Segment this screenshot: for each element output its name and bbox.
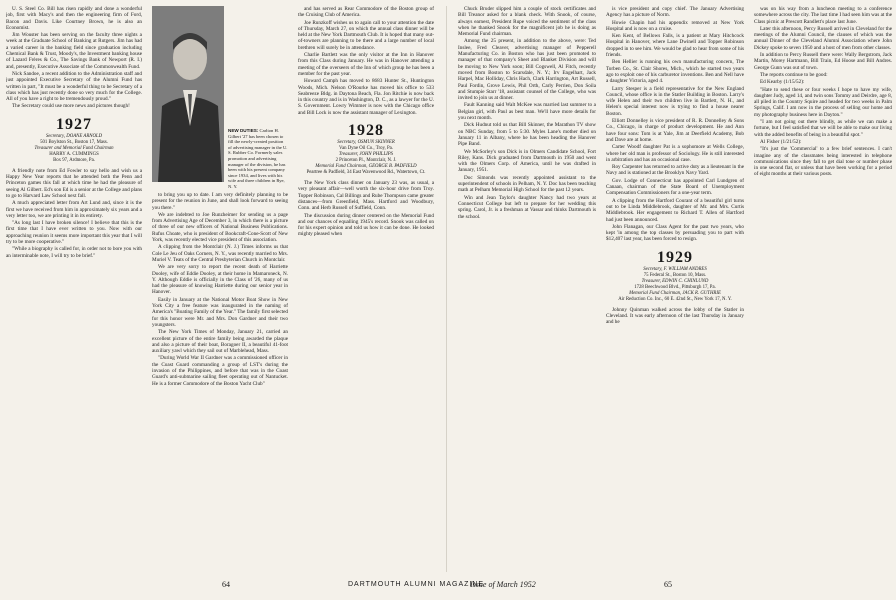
caption-text: Carlton H. Gilbert '27 has been chosen to fill the newly-created position of advertising manager in the U. S. Rubber Co. Formerly sales promotion and advertising manager of the division, he has been with his present company since 1934, and lives with his wife and three children in Rye, N. Y. bbox=[228, 128, 288, 189]
portrait-illustration bbox=[152, 6, 224, 182]
treasurer-title: Treasurer, JOHN PHILLIPS bbox=[338, 152, 394, 158]
secretary-address: Van Dyne Oil Co., Troy, Pa. bbox=[339, 146, 393, 152]
column-1 bbox=[6, 6, 142, 572]
paragraph: Charlie Bartlett was the only visitor at the Inn in Hanover from this Class during January. He was in Hanover attending a meeting of the overseers of the Inn of which group he has been a member for the past year. bbox=[298, 52, 434, 77]
paragraph: In addition to Percy Russell there were: Wally Bergstrom, Jack Martin, Morey Hartmann, Bill Train, Ed Hoose and Bill Andres. George Gunn was out of town. bbox=[754, 52, 892, 71]
paragraph: Howard Camph has moved to 8683 Hunter St., Huntington Woods, Mich. Nelson O'Rourke has moved his office to 533 Seabreeze Bldg. in Daytona Beach, Fla. Jon Ritchie is now back in this country and is in Washington, D. C., as a lawyer for the U. S. Government. Lowry Wimmer is now with the Chicago office and Bill Lock is now the assistant manager of Lexington. bbox=[298, 78, 434, 116]
paragraph: U. S. Steel Co. Bill has risen rapidly and done a wonderful job, first with Macy's and then the engineering firm of Ford, Bacon and Davis. Like Courtney Brown, he is also an Economist. bbox=[6, 6, 142, 31]
paragraph: Among the 25 present, in addition to the above, were: Ted Inslee, Fred Cleaver, advertising manager of Pepperell Manufacturing Co. in Boston who has just been promoted to manager of that company's Sheet and Blanket Division and will be moving to New York soon; Bill Cogswell, Al Fitch, recently moved from Boston to Scarsdale, N. Y.; Irv Engelhart, Jack Harpel, Mac Holliday, Chris Hach, Clark Harrington, Art Russell, Paul Fordin, Grove Lewis, Phil Orth, Carly Perrien, Don Soila and Stumpie Starr '18, assistant counsel of the College, who was invited to join us at dinner. bbox=[458, 38, 596, 102]
paragraph: Ben Hellier is running his own manufacturing concern, The Torben Co., St. Clair Shores, Mich., which he started two years ago to exploit one of his carburetor inventions. Ben and Nell have a daughter Victoria, aged 4. bbox=[606, 59, 744, 85]
fund-address: Air Reduction Co. Inc., 60 E. 42nd St., New York 17, N. Y. bbox=[618, 296, 732, 302]
photo-block bbox=[152, 6, 288, 188]
paragraph: The New York Times of Monday, January 21, carried an excellent picture of the entire family being awarded the plaque and also a picture of their boat, Boragoer II, a beautiful 41-foot auxiliary yawl which they sail out of Marblehead, Mass. bbox=[152, 329, 288, 355]
column-2 bbox=[152, 192, 288, 572]
issue-label: Issue of March 1952 bbox=[470, 580, 536, 589]
column-4 bbox=[458, 6, 596, 572]
secretary-title: Secretary, F. WILLIAM ANDRES bbox=[643, 266, 707, 272]
paragraph: Win and Jean Taylor's daughter Nancy had two years at Connecticut College but left to prepare for her wedding this spring. Carol, Jr. is a freshman at Vassar and thinks Dartmouth is the school. bbox=[458, 194, 596, 220]
paragraph: Roy Carpenter has returned to active duty as a lieutenant in the Navy and is stationed at the Brooklyn Navy Yard. bbox=[606, 164, 744, 177]
paragraph: Gov. Lodge of Connecticut has appointed Carl Lundgren of Canaan, chairman of the State Board of Unemployment Compensation Commissioners for a one-year term. bbox=[606, 177, 744, 197]
paragraph: Easily in January at the National Motor Boat Show in New York City a free feature was inaugurated in the naming of America's "Boating Family of the Year." The family first selected for this honor were Mr. and Mrs. Don Gardner and their two youngsters. bbox=[152, 296, 288, 328]
fund-chairman: Memorial Fund Chairman, GEORGE B. PADFIELD bbox=[315, 164, 417, 170]
caption-lead: NEW DUTIES: bbox=[228, 128, 259, 133]
paragraph: was on his way from a luncheon meeting to a conference somewhere across the city. The last time I had seen him was at the Class picnic at Prescott Randlett's place last June. bbox=[754, 6, 892, 25]
class-1928-header bbox=[298, 122, 434, 176]
fund-address: Peartree & Padfield, 34 East Wavenwood Rd., Watertown, Ct. bbox=[306, 170, 426, 176]
class-year: 1928 bbox=[348, 122, 384, 140]
column-5 bbox=[606, 6, 744, 572]
left-page-number: 64 bbox=[222, 580, 230, 589]
paragraph: Fault Kanning said Walt McKee was married last summer to a Belgian girl, with Paul as best man. We'll have more details for you next month. bbox=[458, 102, 596, 122]
paragraph: We are indebted to Joe Runzheimer for sending us a page from Advertising Age of December 3, in which there is a picture of three of our new officers of National Business Publications. Rufus Choate, who is president of Bookcraft-Cone-Scott of New York, was recently elected vice president of this association. bbox=[152, 211, 288, 244]
class-1927-header bbox=[6, 116, 142, 164]
paragraph: and has served as Rear Commodore of the Boston group of the Cruising Club of America. bbox=[298, 6, 434, 19]
paragraph: "It's just the 'Commercial' to a few brief sentences. I can't imagine any of the classmates being interested in telephone communications since they fall to get dial tone or number phase in one second flat, or unless that have been working for a period of eight months at their various posts. bbox=[754, 146, 892, 178]
treasurer-title: Treasurer and Memorial Fund Chairman bbox=[34, 145, 114, 151]
class-1929-header bbox=[606, 249, 744, 303]
paragraph: Jim Wouster has been serving on the faculty three nights a week at the Graduate School of Banking at Rutgers. Jim has had a varied career in the banking field since graduation including Chemical Bank & Trust, Moody's, the Investment banking house of Lazard Frères & Co., The Savings Bank of Newport (R. I.) and, presently, Executive Associate of the Commonwealth Fund. bbox=[6, 32, 142, 70]
treasurer-address: 2 Princeton Pl., Montclair, N. J. bbox=[335, 158, 397, 164]
photo-caption bbox=[228, 128, 288, 190]
paragraph: Dick Hudnut told us that Bill Skinner, the Marathon TV show on NBC Sunday, from 5 to 5:30. Myles Lane's mother died on January 11 in Albany, where he has been heading the Hanover Pipe Band. bbox=[458, 122, 596, 148]
treasurer-title: Treasurer, EDWIN C. CHINLUND bbox=[641, 278, 709, 284]
page-gutter bbox=[446, 6, 447, 572]
paragraph: "While a biography is called for, in order not to bore you with an interminable note, I will try to be brief." bbox=[6, 246, 142, 259]
paragraph: Howie Chapin had his appendix removed at New York Hospital and is now on a cruise. bbox=[606, 19, 744, 32]
paragraph: Al Fisher (1/21/52): bbox=[760, 138, 802, 145]
paragraph: to bring you up to date. I am very definitely planning to be present for the reunion in June, and shall look forward to seeing you there." bbox=[152, 192, 288, 211]
portrait-photo bbox=[152, 6, 224, 182]
paragraph: A much appreciated letter from Art Lund and, since it is the first we have received from him in approximately six years and a very letter too, we are printing it in its entirety. bbox=[6, 200, 142, 219]
column-3 bbox=[298, 6, 434, 572]
paragraph: The reports continue to be good: bbox=[760, 71, 828, 78]
paragraph: Later this afternoon, Percy Russell arrived in Cleveland for the meetings of the Alumni Council, the clauses of which was the annual Dinner of the Cleveland Alumni Association where John Dickey spoke to seven 1950 and a host of men from other classes. bbox=[754, 25, 892, 51]
paragraph: is vice president and copy chief. The January Advertising Agency has a picture of Norm. bbox=[606, 6, 744, 19]
treasurer-address: Box 97, Ardmore, Pa. bbox=[53, 157, 95, 163]
paragraph: Doc Simonds was recently appointed assistant to the superintendent of schools in Pelham, N. Y. Doc has been teaching math at Pelham Memorial High School for the past 12 years. bbox=[458, 174, 596, 194]
paragraph: A clipping from the Hartford Courant of a beautiful girl turns out to be Linda Middlebrook, daughter of Mr. and Mrs. Curtis Middlebrook. Her engagement to Richard T. Allen of Hartford had just been announced. bbox=[606, 197, 744, 223]
paragraph: "I am not going out there blindly, as while we can make a fortune, but I feel satisfied that we will be able to make our living with the added benefits of being in a beautiful spot." bbox=[754, 119, 892, 138]
class-year: 1929 bbox=[657, 248, 693, 266]
paragraph: "During World War II Gardner was a commissioned officer in the Coast Guard commanding a group of LST's during the invasion of the Philippines, and before that was in the Coast Guard's anti-submarine sailing fleet operating out of Nantucket. He is a former Commodore of the Boston Yacht Club" bbox=[152, 355, 288, 387]
paragraph: We McSorley's son Dick is in Olmers Candidate School, Fort Riley, Kans. Dick graduated from Dartmouth in 1950 and went with the Olmers Corp. of America, until he was drafted in January, 1951. bbox=[458, 148, 596, 174]
treasurer-name: HARRY A. CUMMINGS bbox=[49, 151, 99, 157]
paragraph: Ed Kearby (1/15/52): bbox=[760, 79, 805, 86]
paragraph: A friendly note from Ed Fowler to say hello and wish us a Happy New Year reports that he attended both the Penn and Princeton games this fall at which time he had the pleasure of seeing Al Gilbert. Ed's son Ed is a senior at the College and plans to go to Harvard Law School next fall. bbox=[6, 167, 142, 199]
paragraph: Joe Runzkoff wishes us to again call to your attention the date of Thursday, March 27, on which the annual class dinner will be held at the New York Dartmouth Club. It is hoped that many out-of-towners are planning to be there and a large number of local brethren will surely be in attendance. bbox=[298, 19, 434, 51]
paragraph: Nick Sandoe, a recent addition to the Administration staff and just appointed Executive Secretary of the Alumni Fund has written in part, "It must be a wonderful thing to be Secretary of a class which has just recently done so very much for the College. All of you have a right to be tremendously proud." bbox=[6, 70, 142, 103]
paragraph: Ken Kent, of Bellows Falls, is a patient at Mary Hitchcock Hospital in Hanover, where Lane Dwinell and Topper Robinson dropped in to see him. We would be glad to hear from some of his friends. bbox=[606, 33, 744, 59]
page-footer bbox=[0, 578, 896, 592]
treasurer-address: 1728 Beechwood Blvd., Pittsburgh 17, Pa. bbox=[634, 284, 716, 290]
paragraph: The New York class dinner on January 23 was, as usual, a very pleasant affair—well worth the six-hour drive from Troy. Topper Robinson, Cal Billings and Rube Thompson came greater distances—from Greenfield, Mass. Hartford and Woodbury, Conn. and Herb Russell of Suffield, Conn. bbox=[298, 180, 434, 212]
paragraph: Carter Woodf daughter Pat is a sophomore at Wells College, where her old man is professor of Sociology. He is still interested in arbitration and has an occasional case. bbox=[606, 144, 744, 163]
fund-chairman: Memorial Fund Chairman, JACK R. GUTHRIE bbox=[629, 290, 721, 296]
secretary-title: Secretary, DOANE ARNOLD bbox=[45, 133, 103, 139]
right-page-number: 65 bbox=[664, 580, 672, 589]
class-year: 1927 bbox=[56, 115, 92, 133]
paragraph: Elliott Donnelley is vice president of R. R. Donnelley & Sons Co., Chicago, in charge of product development. He and Ann have four sons: Tom is at Yale, Jim at Deerfield Academy, Bob and Dave are at home. bbox=[606, 118, 744, 143]
secretary-address: 75 Federal St., Boston 10, Mass. bbox=[643, 272, 707, 278]
magazine-title: DARTMOUTH ALUMNI MAGAZINE bbox=[348, 581, 485, 588]
paragraph: The discussion during dinner centered on the Memorial Fund and our chances of equalling 1945's record. Snook was called on for his expert opinion and told us how it can be done. He looked mighty pleased when bbox=[298, 212, 434, 238]
paragraph: Larry Stesper is a field representative for the New England Council, whose office is in the Statler Building in Boston. Larry's wife Helen and their two children live in Bartlett, N. H., and Helen's special interest now is trying to find a house nearer Boston. bbox=[606, 85, 744, 117]
paragraph: "Hate to send these or four weeks I hope to have my wife, daughter Judy, aged 14, and twin sons Tommy and Deirdre, age 8, all piled in the Country Squire and headed for two weeks in Palm Springs, Calif. I am now in the process of selling our home and my photography business here in Dayton." bbox=[754, 86, 892, 118]
secretary-address: 501 Boylston St., Boston 17, Mass. bbox=[40, 139, 108, 145]
paragraph: A clipping from the Montclair (N. J.) Times informs us that Cole Le Jeu of Oaks Corners, N. Y., was recently married to Mrs. Muriel V. Teats of the Central Presbyterian Church in Montclair. bbox=[152, 244, 288, 263]
column-6 bbox=[754, 6, 892, 572]
paragraph: Chuck Bruder slipped him a couple of stock certificates and Bill Treanor asked for a blank check. With Snook, of course, always earnest, President Rupe voiced the sentiment of the class when he thanked Snook for the magnificent job he is doing as Memorial Fund chairman. bbox=[458, 6, 596, 38]
paragraph: "As long last I have broken silence! I believe that this is the first time that I have ever written to you. Now with our approaching reunion it seems more important this year that I will try to be more cooperative." bbox=[6, 220, 142, 246]
paragraph: Johnny Quinman walked across the lobby of the Statler in Cleveland. It was early afternoon of the last Thursday in January and he bbox=[606, 306, 744, 326]
paragraph: We are very sorry to report the recent death of Harriette Dooley, wife of Eddie Dooley, at their home in Mamaroneck, N. Y. Although Eddie is officially in the Class of '26, many of us had the pleasure of knowing Harriette during our senior year in Hanover. bbox=[152, 264, 288, 296]
secretary-title: Secretary, OSMUN SKINNER bbox=[337, 140, 395, 146]
paragraph: John Flanagan, our Class Agent for the past two years, who kept 'in among the top classes by persuading you to part with $12,407 last year, has been forced to resign. bbox=[606, 223, 744, 243]
paragraph: The Secretary could use more news and pictures though! bbox=[12, 103, 130, 110]
